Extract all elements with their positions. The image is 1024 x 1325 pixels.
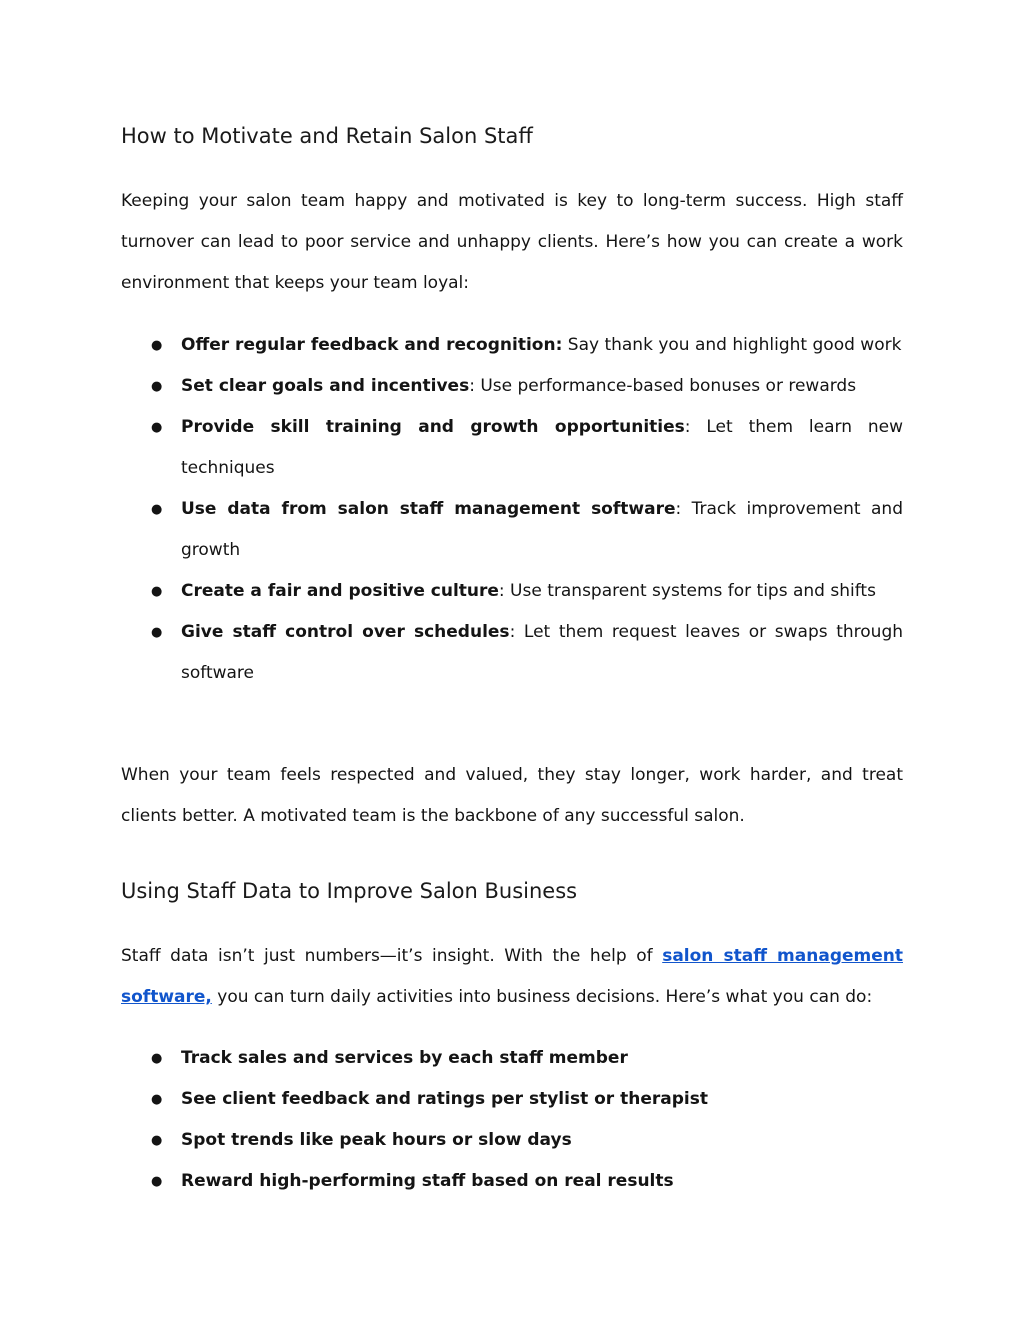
list-item	[121, 1120, 903, 1161]
list-item-text: : Use transparent systems for tips and shifts	[498, 581, 876, 601]
intro-paragraph: Keeping your salon team happy and motivated is key to long-term success. High staff turnover can lead to poor service and unhappy clients. Here’s how you can create a work environment that keeps your team loyal:	[121, 191, 903, 293]
section-heading-staff-data: Using Staff Data to Improve Salon Business	[121, 879, 578, 903]
list-item-bold: Create a fair and positive culture	[181, 581, 499, 601]
staff-data-actions-list	[121, 1038, 903, 1202]
bullet-icon: ●	[151, 1092, 163, 1107]
bullet-icon: ●	[151, 379, 163, 394]
list-item-bold: Provide skill training and growth opportunities	[181, 417, 685, 437]
list-item-bold: Use data from salon staff management software	[181, 499, 676, 519]
motivation-tips-list	[121, 325, 903, 694]
list-item	[121, 571, 903, 612]
list-item-bold: See client feedback and ratings per stylist or therapist	[181, 1089, 708, 1109]
list-item	[121, 1161, 903, 1202]
section-heading-motivate: How to Motivate and Retain Salon Staff	[121, 124, 533, 148]
list-item-bold: Set clear goals and incentives	[181, 376, 470, 396]
paragraph-text-before-link: Staff data isn’t just numbers—it’s insight. With the help of	[121, 946, 663, 966]
list-item-bold: Track sales and services by each staff member	[181, 1048, 628, 1068]
bullet-icon: ●	[151, 584, 163, 599]
salon-software-link[interactable]: salon staff management software,	[121, 946, 903, 1007]
list-item	[121, 489, 903, 571]
staff-data-paragraph	[121, 936, 903, 1018]
closing-paragraph: When your team feels respected and valued, they stay longer, work harder, and treat clients better. A motivated team is the backbone of any successful salon.	[121, 765, 903, 826]
list-item	[121, 407, 903, 489]
list-item	[121, 325, 903, 366]
bullet-icon: ●	[151, 1174, 163, 1189]
list-item-bold: Offer regular feedback and recognition:	[181, 335, 563, 355]
bullet-icon: ●	[151, 502, 163, 517]
paragraph-text-after-link: you can turn daily activities into business decisions. Here’s what you can do:	[211, 987, 873, 1007]
list-item-bold: Spot trends like peak hours or slow days	[181, 1130, 572, 1150]
bullet-icon: ●	[151, 1133, 163, 1148]
bullet-icon: ●	[151, 338, 163, 353]
list-item-text: : Let them learn new techniques	[181, 417, 903, 478]
bullet-icon: ●	[151, 1051, 163, 1066]
list-item	[121, 1079, 903, 1120]
bullet-icon: ●	[151, 420, 163, 435]
list-item	[121, 612, 903, 694]
bullet-icon: ●	[151, 625, 163, 640]
list-item-text: : Let them request leaves or swaps through software	[181, 622, 904, 683]
list-item	[121, 1038, 903, 1079]
list-item-bold: Give staff control over schedules	[181, 622, 510, 642]
list-item-text: Say thank you and highlight good work	[562, 335, 902, 355]
list-item-text: : Track improvement and growth	[181, 499, 903, 560]
list-item-bold: Reward high-performing staff based on real results	[181, 1171, 674, 1191]
list-item-text: : Use performance-based bonuses or rewards	[469, 376, 857, 396]
list-item	[121, 366, 903, 407]
